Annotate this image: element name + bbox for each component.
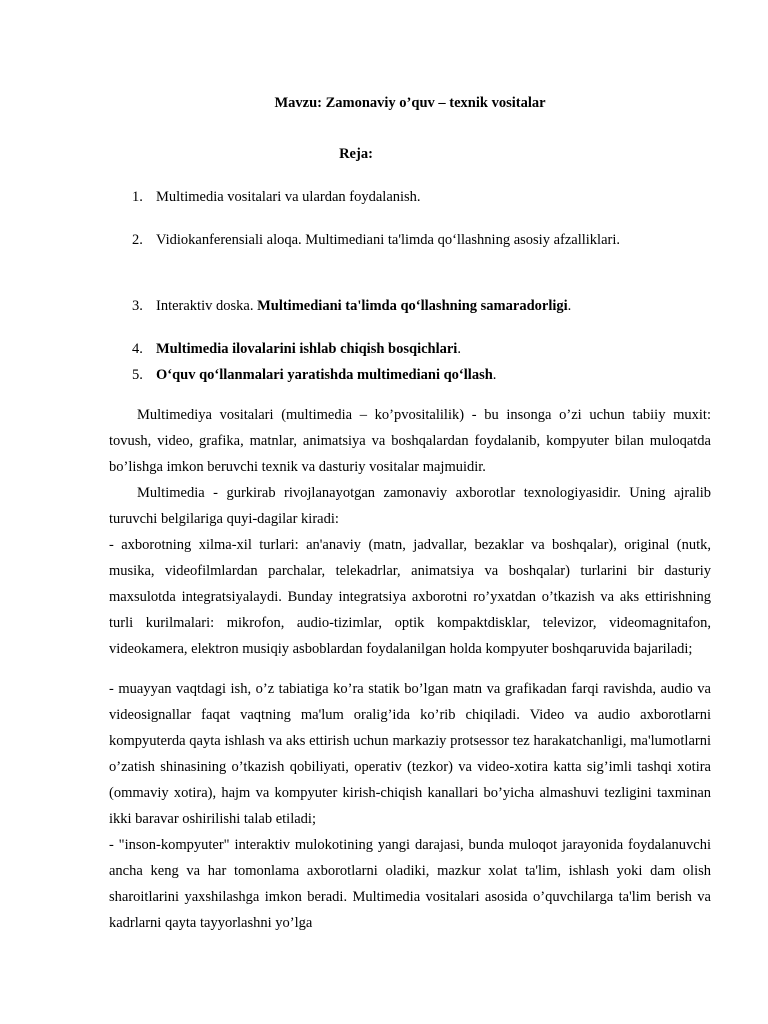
plan-item-number: 3. [132,298,143,314]
paragraph: Multimediya vositalari (multimedia – ko’pvositalilik) - bu insonga o’zi uchun tabiiy muxit: tovush, video, grafika, matnlar, animatsiya va boshqalardan foydalanib, kompyuter bilan muloqatda bo’lishga imkon beruvchi texnik va dasturiy vositalar majmuidir. [109,407,711,475]
plan-item-tail: . [457,341,461,357]
plan-item [132,366,496,384]
plan-item-bold: O‘quv qo‘llanmalari yaratishda multimediani qo‘llash [156,367,493,383]
plan-item-number: 5. [132,367,143,383]
plan-item-bold: Multimedia ilovalarini ishlab chiqish bosqichlari [156,341,458,357]
paragraph: - axborotning xilma-xil turlari: an'anaviy (matn, jadvallar, bezaklar va boshqalar), original (nutk, musika, videofilmlardan parchalar, telekadrlar, animatsiya va boshqalar) turlarini bir dasturiy maxsulotda integratsiyalaydi. Bunday integratsiya axborotni ro’yxatdan o’tkazish va aks ettirishning turli kurilmalari: mikrofon, audio-tizimlar, optik kompaktdisklar, televizor, videomagnitafon, videokamera, elektron musiqiy asboblardan foydalanilgan holda kompyuter boshqaruvida bajariladi; [109,537,711,657]
paragraph: Multimedia - gurkirab rivojlanayotgan zamonaviy axborotlar texnologiyasidir. Uning ajralib turuvchi belgilariga quyi-dagilar kiradi: [109,485,711,527]
plan-item-text: Multimedia vositalari va ulardan foydalanish. [156,189,421,205]
paragraph: - muayyan vaqtdagi ish, o’z tabiatiga ko’ra statik bo’lgan matn va grafikadan farqi ravishda, audio va videosignallar faqat vaqtning ma'lum oralig’ida ko’rib chiqiladi. Video va audio axborotlarni kompyuterda qayta ishlash va aks ettirish uchun markaziy protsessor tez harakatchanligi, ma'lumotlarni o’zatish shinasining o’tkazish qobiliyati, operativ (tezkor) va video-xotira katta sig’imli tashqi xotira (ommaviy xotira), hajm va kompyuter kirish-chiqish kanallari bo’yicha almashuvi tezligini taxminan ikki baravar oshirilishi talab etiladi; [109,681,711,827]
paragraph: - "inson-kompyuter" interaktiv mulokotining yangi darajasi, bunda muloqot jarayonida foydalanuvchi ancha keng va har tomonlama axborotlarni oladiki, mazkur xolat ta'lim, ishlash yoki dam olish sharoitlarini yaxshilashga imkon beradi. Multimedia vositalari asosida o’quvchilarga ta'lim berish va kadrlarni qayta tayyorlashni yo’lga [109,837,711,931]
plan-item-number: 1. [132,189,143,205]
plan-item-number: 4. [132,341,143,357]
plan-item [132,340,461,358]
plan-item [132,231,620,249]
plan-item [132,297,571,315]
plan-item-tail: . [492,367,497,383]
plan-item-text: Interaktiv doska. [156,298,258,314]
plan-item-tail: . [567,298,572,314]
body-text [109,402,711,936]
plan-item [132,188,421,206]
page-title: Mavzu: Zamonaviy o’quv – texnik vositalar [274,95,546,111]
plan-item-bold: Multimediani ta'limda qo‘llashning samaradorligi [257,298,568,314]
paragraph-gap [109,662,711,676]
plan-heading: Reja: [339,146,373,162]
plan-item-text: Vidiokanferensiali aloqa. Multimediani ta'limda qo‘llashning asosiy afzalliklari. [156,232,621,248]
plan-item-number: 2. [132,232,143,248]
